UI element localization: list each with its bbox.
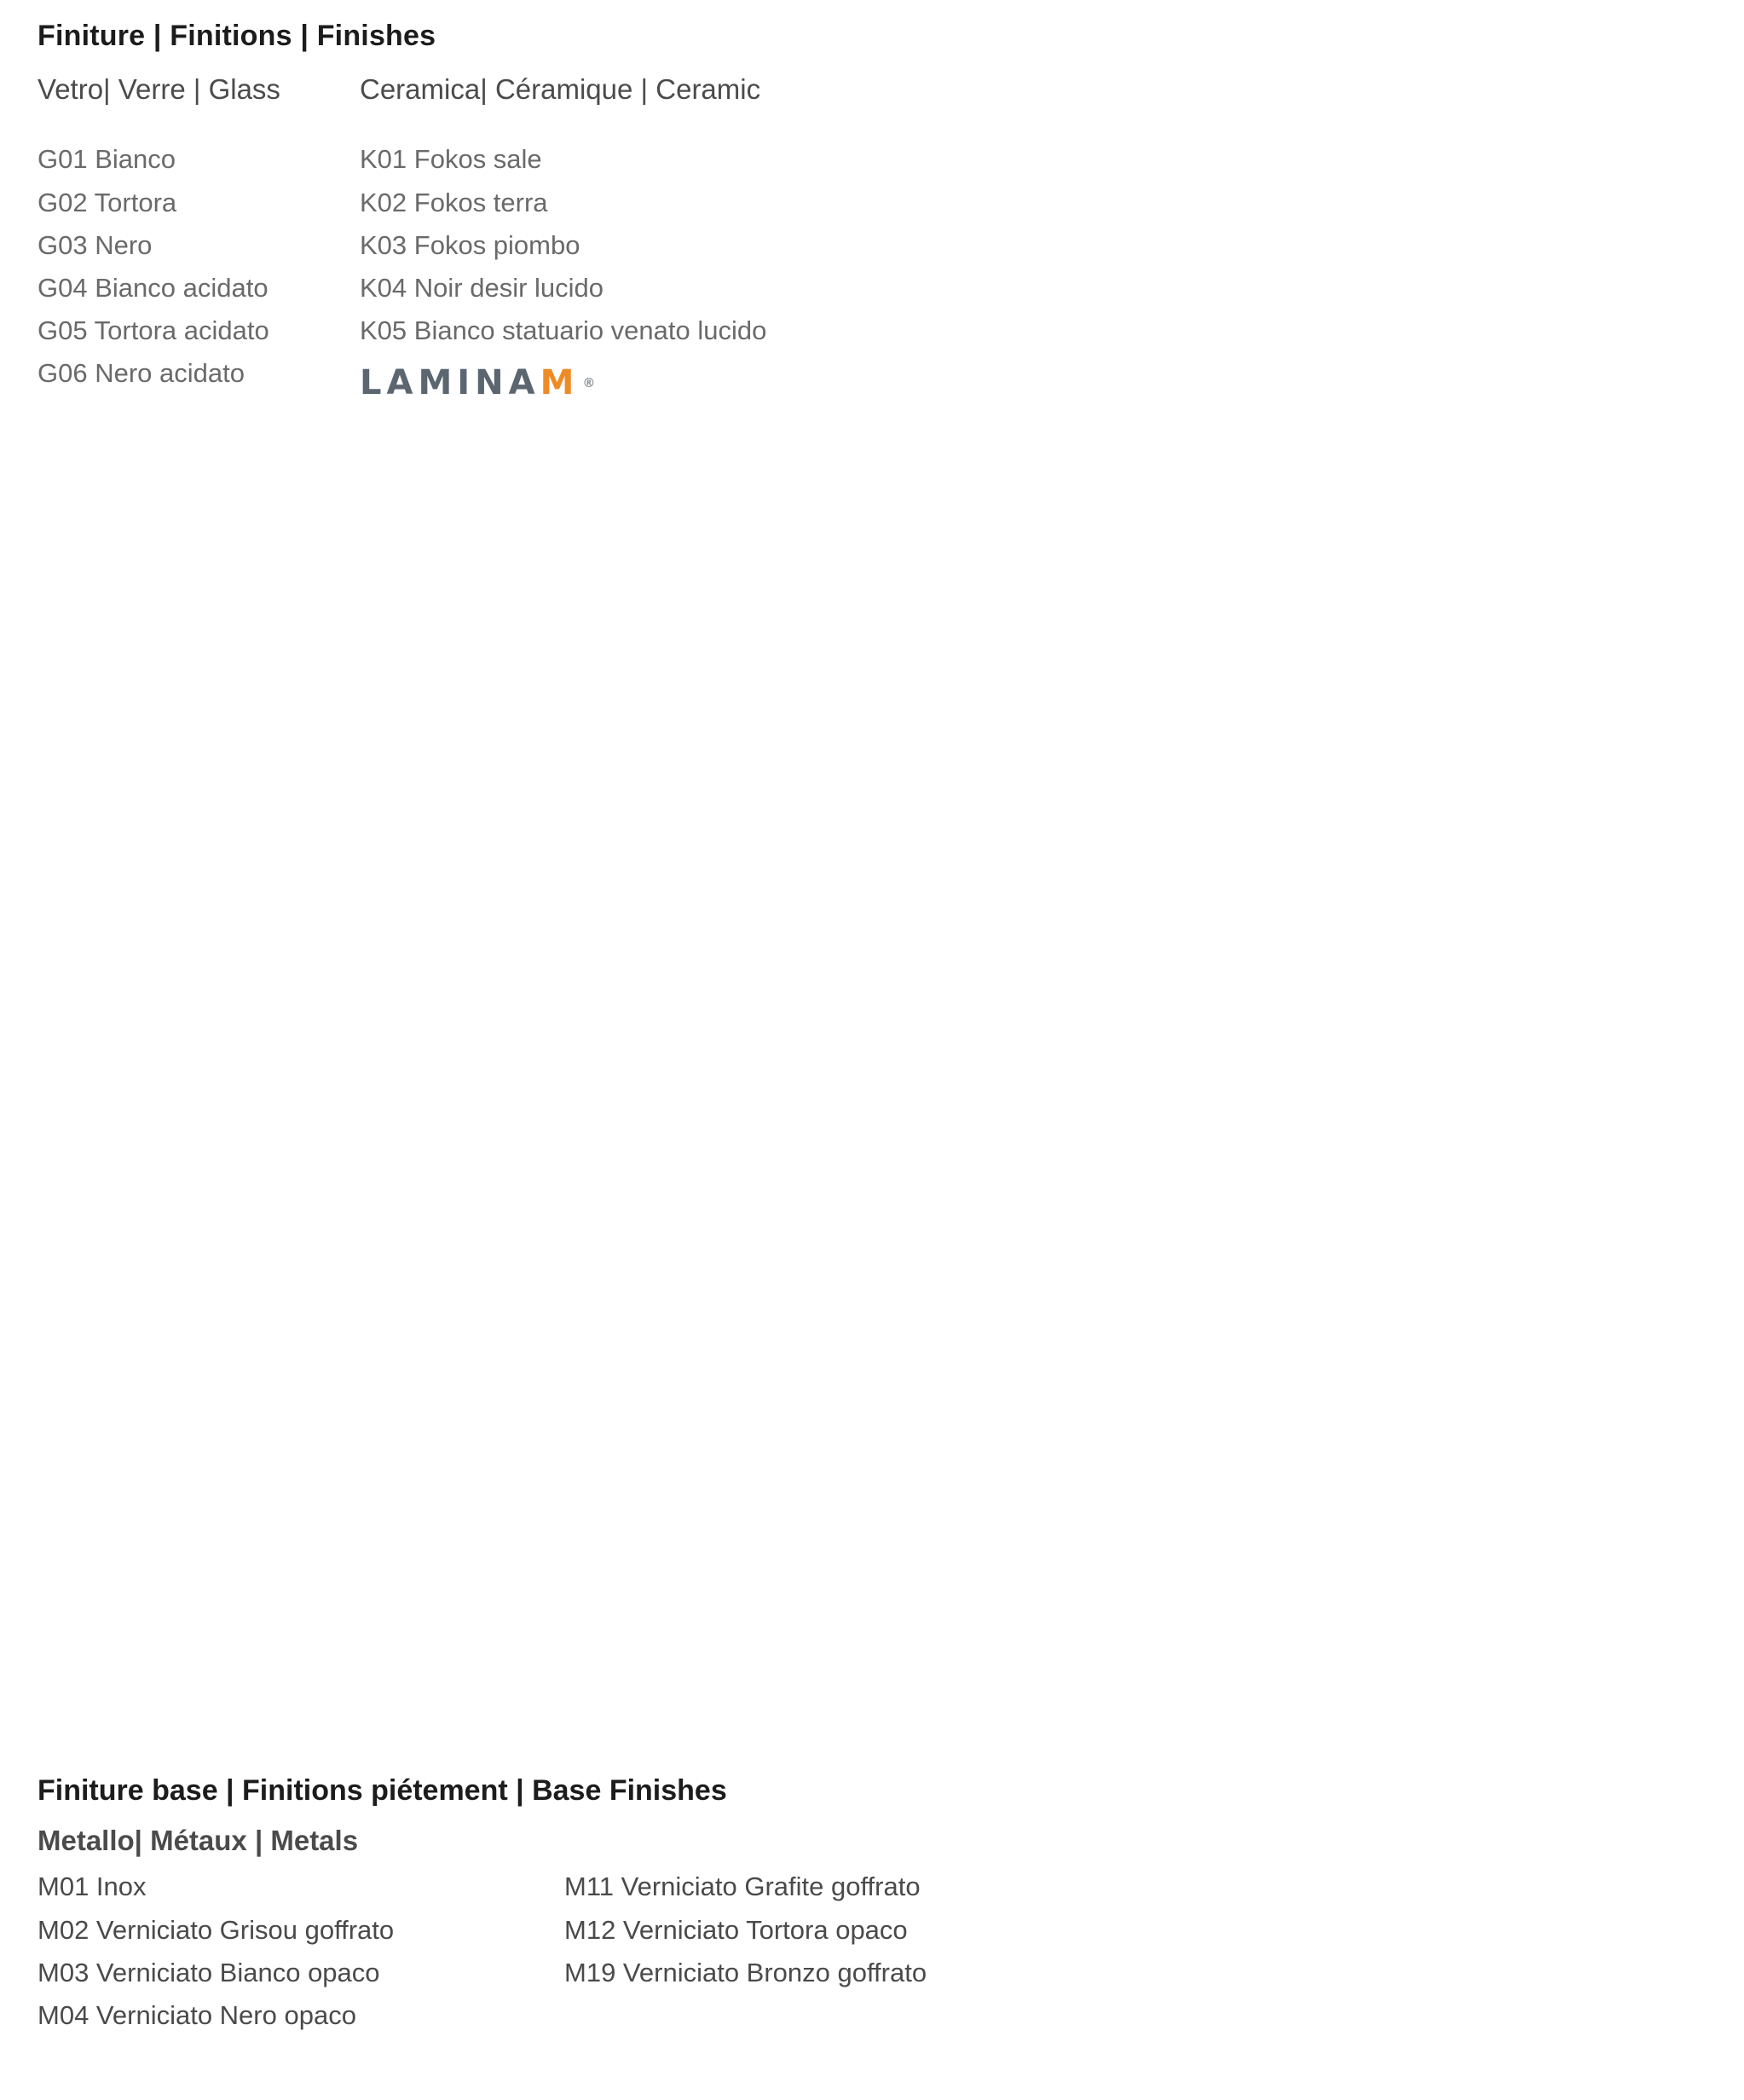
ceramic-column (360, 72, 956, 402)
metals-heading: Metallo| Métaux | Metals (38, 1824, 359, 1856)
list-item: K02 Fokos terra (360, 187, 548, 217)
list-item: G04 Bianco acidato (38, 273, 269, 304)
base-finishes-title: Finiture base | Finitions piétement | Base Finishes (38, 1774, 727, 1807)
list-item: M02 Verniciato Grisou goffrato (38, 1914, 395, 1945)
list-item: M04 Verniciato Nero opaco (38, 2000, 356, 2031)
list-item: G02 Tortora (38, 187, 177, 217)
list-item: M11 Verniciato Grafite goffrato (564, 1871, 921, 1902)
list-item: G01 Bianco (38, 144, 176, 175)
laminam-logo-main: LAMINA (360, 363, 540, 403)
list-item: K01 Fokos sale (360, 144, 542, 175)
finishes-title: Finiture | Finitions | Finishes (38, 20, 436, 52)
laminam-logo-accent: M (540, 363, 580, 403)
list-item: G03 Nero (38, 229, 153, 260)
list-item: M01 Inox (38, 1871, 147, 1902)
laminam-logo (360, 364, 718, 402)
metals-column-right (564, 1866, 1161, 1994)
metals-columns (38, 1866, 1657, 2087)
glass-column (38, 72, 361, 396)
list-item: K05 Bianco statuario venato lucido (360, 315, 767, 346)
list-item: K04 Noir desir lucido (360, 273, 604, 304)
ceramic-finish-list (360, 138, 956, 352)
list-item: M12 Verniciato Tortora opaco (564, 1914, 908, 1945)
list-item: G05 Tortora acidato (38, 315, 269, 346)
list-item: G06 Nero acidato (38, 358, 245, 389)
list-item: K03 Fokos piombo (360, 229, 580, 260)
laminam-logo-registered: ® (582, 375, 596, 391)
glass-finish-list (38, 138, 361, 395)
glass-heading: Vetro| Verre | Glass (38, 72, 280, 105)
base-finishes-section (38, 1773, 1657, 2087)
ceramic-heading: Ceramica| Céramique | Ceramic (360, 72, 761, 105)
list-item: M03 Verniciato Bianco opaco (38, 1957, 380, 1987)
metals-list-left (38, 1866, 532, 2037)
metals-column-left (38, 1866, 532, 2037)
finishes-section (38, 19, 1657, 403)
list-item: M19 Verniciato Bronzo goffrato (564, 1957, 927, 1987)
metals-list-right (564, 1866, 1161, 1994)
